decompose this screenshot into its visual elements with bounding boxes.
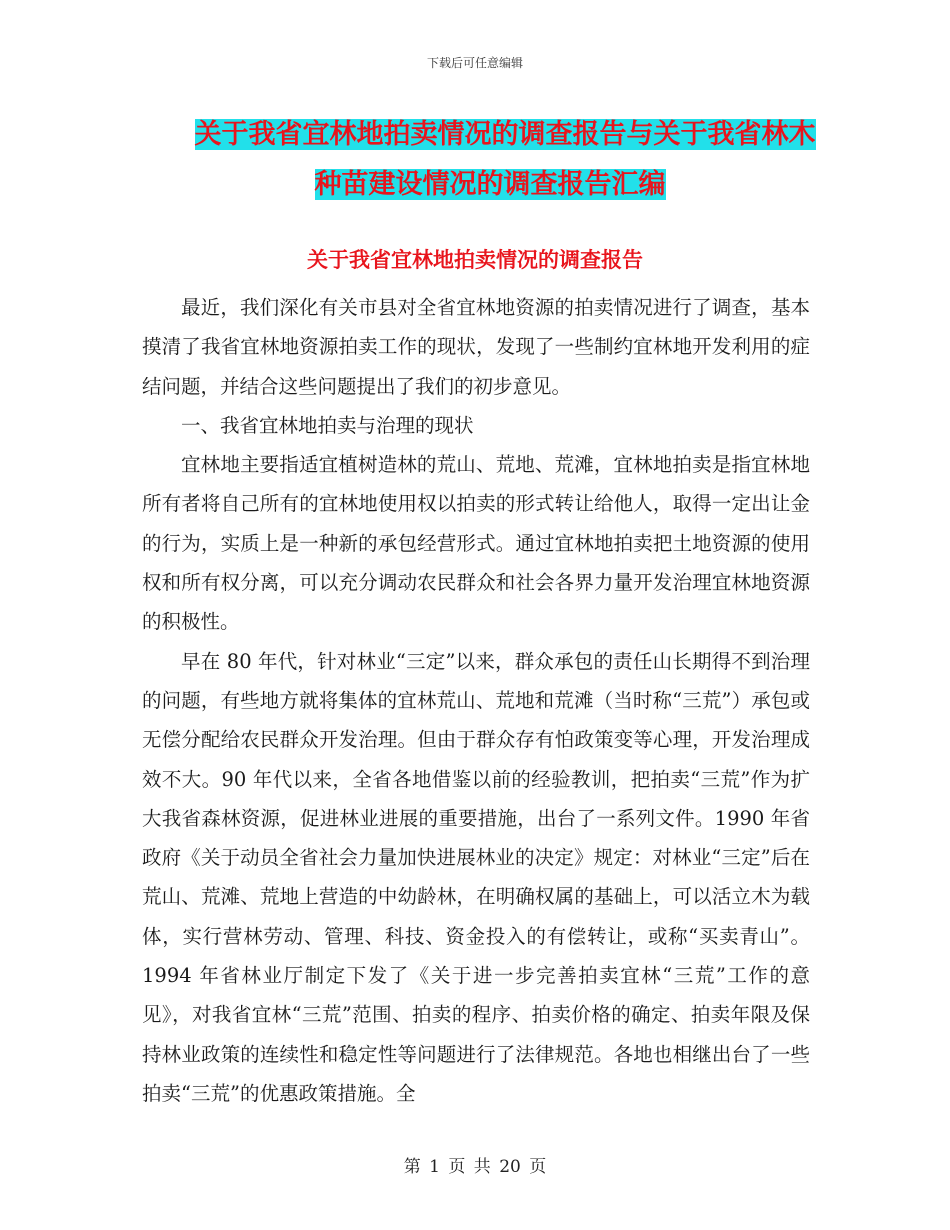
document-title (140, 110, 840, 210)
paragraph-intro: 最近，我们深化有关市县对全省宜林地资源的拍卖情况进行了调查，基本摸清了我省宜林地资源拍卖工作的现状，发现了一些制约宜林地开发利用的症结问题，并结合这些问题提出了我们的初步意见。 (142, 296, 810, 398)
page-header-note: 下载后可任意编辑 (426, 56, 523, 70)
document-title-line-1: 关于我省宜林地拍卖情况的调查报告与关于我省林木 (194, 119, 816, 150)
paragraph-heading-1: 一、我省宜林地拍卖与治理的现状 (181, 413, 474, 437)
document-title-line-2: 种苗建设情况的调查报告汇编 (314, 169, 666, 200)
page-footer: 第 1 页 共 20 页 (403, 1157, 547, 1177)
paragraph-definition: 宜林地主要指适宜植树造林的荒山、荒地、荒滩，宜林地拍卖是指宜林地所有者将自己所有的宜林地使用权以拍卖的形式转让给他人，取得一定出让金的行为，实质上是一种新的承包经营形式。通过宜林地拍卖把土地资源的使用权和所有权分离，可以充分调动农民群众和社会各界力量开发治理宜林地资源的积极性。 (142, 453, 810, 634)
section-title: 关于我省宜林地拍卖情况的调查报告 (307, 247, 643, 272)
paragraph-history: 早在 80 年代，针对林业“三定”以来，群众承包的责任山长期得不到治理的问题，有些地方就将集体的宜林荒山、荒地和荒滩（当时称“三荒”）承包或无偿分配给农民群众开发治理。但由于群众存有怕政策变等心理，开发治理成效不大。90 年代以来，全省各地借鉴以前的经验教训，把拍卖“三荒”作为扩大我省森林资源，促进林业进展的重要措施，出台了一系列文件。1990 年省政府《关于动员全省社会力量加快进展林业的决定》规定：对林业“三定”后在荒山、荒滩、荒地上营造的中幼龄林，在明确权属的基础上，可以活立木为载体，实行营林劳动、管理、科技、资金投入的有偿转让，或称“买卖青山”。1994 年省林业厅制定下发了《关于进一步完善拍卖宜林“三荒”工作的意见》，对我省宜林“三荒”范围、拍卖的程序、拍卖价格的确定、拍卖年限及保持林业政策的连续性和稳定性等问题进行了法律规范。各地也相继出台了一些拍卖“三荒”的优惠政策措施。全 (142, 649, 810, 1105)
body-text (142, 288, 810, 1113)
